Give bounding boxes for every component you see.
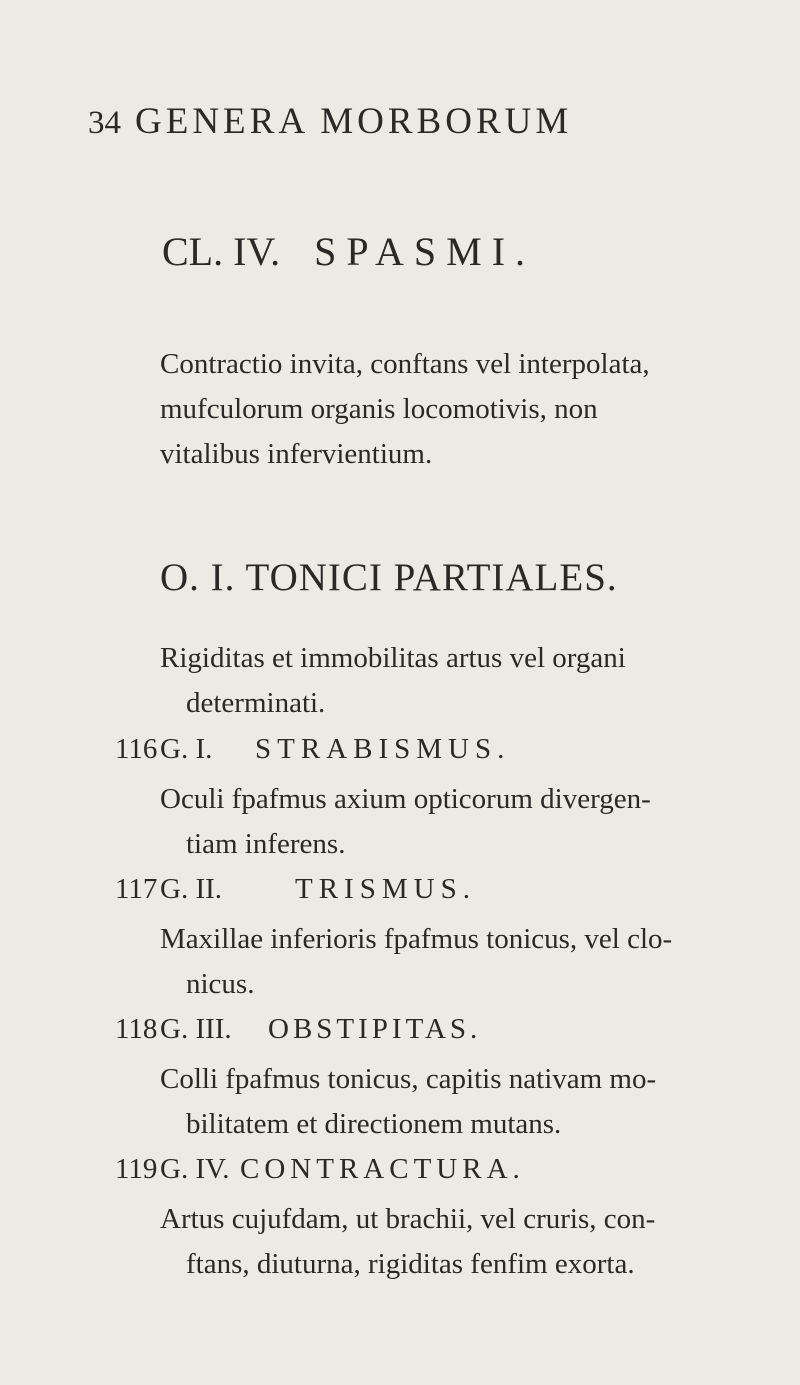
genus-label: G. II. (160, 873, 223, 905)
order-definition-line: determinati. (186, 687, 326, 719)
class-definition-line: vitalibus infervientium. (160, 438, 433, 470)
class-definition-line: Contractio invita, conftans vel interpolata, (160, 348, 650, 380)
genus-description-line: Maxillae inferioris fpafmus tonicus, vel clo- (160, 923, 673, 955)
genus-description-line: tiam inferens. (186, 828, 346, 860)
class-label: CL. IV. (162, 229, 281, 274)
genus-label: G. III. (160, 1013, 232, 1045)
running-head (88, 100, 572, 143)
genus-name: CONTRACTURA. (240, 1153, 525, 1185)
genus-label: G. I. (160, 733, 213, 765)
order-definition-line: Rigiditas et immobilitas artus vel organi (160, 642, 626, 674)
genus-description-line: bilitatem et directionem mutans. (186, 1108, 562, 1140)
genus-heading (160, 873, 476, 906)
page-number: 34 (88, 105, 121, 141)
genus-number: 116 (115, 733, 158, 765)
genus-description-line: Colli fpafmus tonicus, capitis nativam mo- (160, 1063, 657, 1095)
genus-heading (160, 733, 510, 766)
genus-description-line: ftans, diuturna, rigiditas fenfim exorta. (186, 1248, 635, 1280)
genus-number: 119 (115, 1153, 158, 1185)
class-definition-line: mufculorum organis locomotivis, non (160, 393, 598, 425)
genus-name: TRISMUS. (295, 873, 476, 905)
genus-label: G. IV. (160, 1153, 230, 1185)
class-name: SPASMI. (314, 229, 536, 274)
genus-description-line: Artus cujufdam, ut brachii, vel cruris, con- (160, 1203, 656, 1235)
genus-heading (160, 1153, 525, 1186)
genus-heading (160, 1013, 481, 1046)
running-title: GENERA MORBORUM (135, 101, 573, 142)
class-heading (162, 228, 535, 275)
genus-description-line: Oculi fpafmus axium opticorum divergen- (160, 783, 651, 815)
order-heading: O. I. TONICI PARTIALES. (160, 556, 618, 599)
genus-name: STRABISMUS. (255, 733, 511, 765)
genus-description-line: nicus. (186, 968, 255, 1000)
genus-name: OBSTIPITAS. (268, 1013, 482, 1045)
genus-number: 117 (115, 873, 158, 905)
genus-number: 118 (115, 1013, 158, 1045)
